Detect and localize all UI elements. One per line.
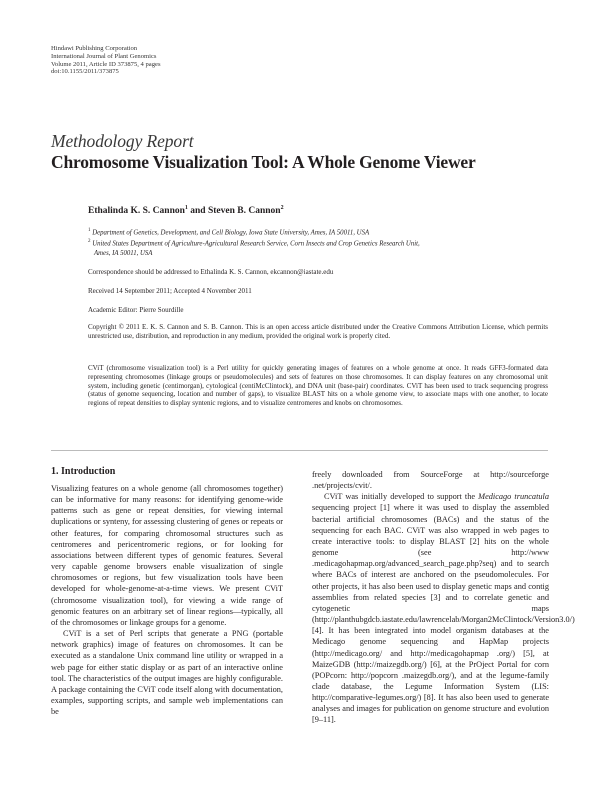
correspondence: Correspondence should be addressed to Ethalinda K. S. Cannon, ekcannon@iastate.edu [88, 268, 334, 276]
affiliation-2-text: United States Department of Agriculture-Agricultural Research Service, Corn Insects and Crop Genetics Research Unit, [92, 240, 420, 248]
affiliation-1 [88, 226, 528, 237]
author-1: Ethalinda K. S. Cannon [88, 206, 185, 217]
publisher-name: Hindawi Publishing Corporation [51, 45, 138, 52]
body-column-left [51, 483, 283, 717]
academic-editor: Academic Editor: Pierre Sourdille [88, 306, 184, 314]
affiliations [88, 226, 528, 258]
species-name: Medicago truncatula [478, 492, 549, 502]
publication-header [51, 45, 161, 76]
paragraph [312, 491, 575, 725]
affiliation-2-mark: 2 [88, 239, 91, 245]
author-2-affiliation-mark: 2 [280, 205, 284, 211]
section-divider [51, 450, 548, 451]
doi: doi:10.1155/2011/373875 [51, 68, 119, 76]
journal-name: International Journal of Plant Genomics [51, 52, 157, 60]
paragraph-text: CViT was initially developed to support the [324, 492, 479, 502]
affiliation-1-mark: 1 [88, 228, 91, 233]
author-list [88, 205, 284, 216]
paragraph-text: sequencing project [1] where it was used to display the assembled bacterial artificial chromosomes (BACs) and the status of the sequencing for each BAC. CViT was also wrapped in web pages to create interactive tools: to display BLAST [2] hits on the whole genome (see http://www .medicagohapmap.org/advanced_search_page.php?seq) and to search where BACs of interest are anchored on the pseudomolecules. For other projects, it has also been used to display genetic maps and contig assemblies from related species [3] and to correlate genetic and cytogenetic maps (http://planthubgdcb.iastate.edu/lawrencelab/Morgan2McClintock/Version3.0/) [4]. It has been integrated into model organism databases at the Medicago genome sequencing and HapMap projects (http://medicago.org/ and http://medicagohapmap .org/) [5], at MaizeGDB (http://maizegdb.org/) [6], at the PrOject Portal for corn (POPcorn: http://popcorn .maizegdb.org/), and at the legume-family clade database, the Legume Information System (LIS: http://comparative-legumes.org/) [8]. It has also been used to generate analyses and images for publication on genome structure and evolution [9–11]. [312, 503, 575, 725]
body-column-right [312, 469, 575, 726]
copyright-notice: Copyright © 2011 E. K. S. Cannon and S. B. Cannon. This is an open access article distributed under the Creative Commons Attribution License, which permits unrestricted use, distribution, and reproduction in any medium, provided the original work is properly cited. [88, 323, 548, 340]
author-2: Steven B. Cannon [207, 206, 281, 217]
paragraph: freely downloaded from SourceForge at http://sourceforge .net/projects/cvit/. [312, 470, 549, 491]
affiliation-1-text: Department of Genetics, Development, and Cell Biology, Iowa State University, Ames, IA 50011, USA [92, 229, 370, 237]
paragraph: CViT is a set of Perl scripts that generate a PNG (portable network graphics) image of features on chromosomes. It can be executed as a standalone Unix command line utility or wrapped in a web page for either static display or as part of an interactive online tool. The characteristics of the output images are highly configurable. A package containing the CViT code itself along with documentation, examples, supporting scripts, and sample web implementations can be [51, 629, 283, 717]
section-heading: 1. Introduction [51, 466, 116, 477]
affiliation-2 [88, 237, 528, 248]
article-type: Methodology Report [51, 131, 194, 151]
author-1-affiliation-mark: 1 [184, 205, 188, 211]
received-accepted-dates: Received 14 September 2011; Accepted 4 November 2011 [88, 287, 252, 295]
paragraph: Visualizing features on a whole genome (all chromosomes together) can be informative for many reasons: for identifying genome-wide patterns such as gene or repeat densities, for viewing internal duplications or synteny, for assessing clustering of genes or repeats or other features, for comparing chromosomal structures such as centromeres and pericentromeric regions, or for looking for associations between different types of genomic features. Several very capable genome browsers enable visualization of single chromosomes or regions, but few visualization tools have been developed for whole-genome-at-a-time views. We present CViT (chromosome visualization tool), for viewing a wide range of genomic features on an arbitrary set of linear regions—typically, all of the chromosomes or linkage groups for a genome. [51, 484, 283, 627]
affiliation-2-continued: Ames, IA 50011, USA [94, 249, 153, 257]
volume-info: Volume 2011, Article ID 373875, 4 pages [51, 60, 161, 68]
author-conjunction: and [187, 206, 208, 217]
article-title: Chromosome Visualization Tool: A Whole Genome Viewer [51, 152, 476, 172]
abstract: CViT (chromosome visualization tool) is a Perl utility for quickly generating images of features on a whole genome at once. It reads GFF3-formated data representing chromosomes (linkage groups or pseudomolecules) and sets of features on those chromosomes. It can display features on any chromosomal unit system, including genetic (centimorgan), cytological (centiMcClintock), and DNA unit (base-pair) coordinates. CViT has been used to track sequencing progress (status of genome sequencing, location and number of gaps), to visualize BLAST hits on a whole genome view, to associate maps with one another, to locate regions of repeat densities to display syntenic regions, and to visualize centromeres and knobs on chromosomes. [88, 364, 548, 408]
